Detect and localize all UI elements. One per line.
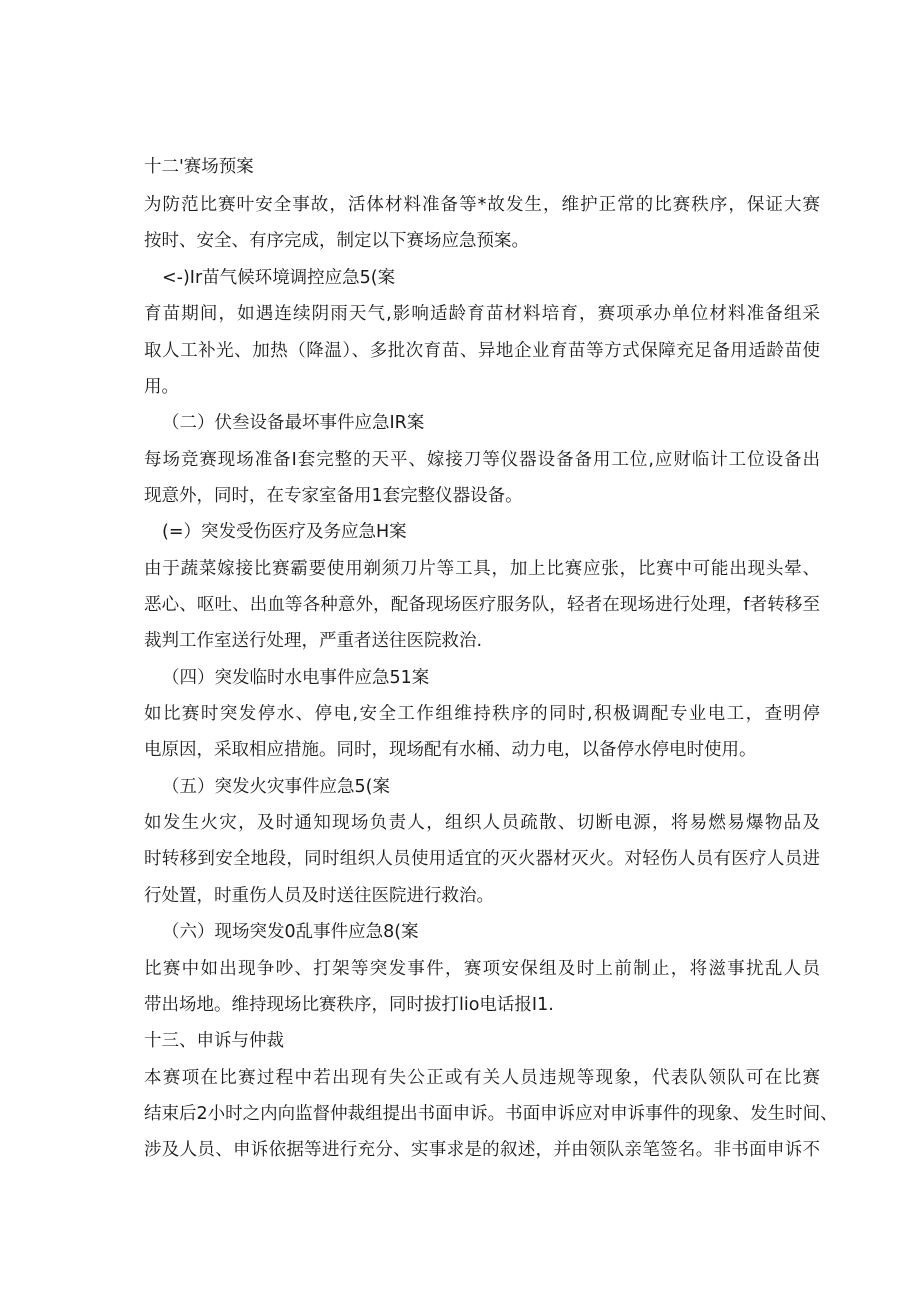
paragraph-line: 由于蔬菜嫁接比赛霸要使用剃须刀片等工具，加上比赛应张，比赛中可能出现头晕、 (144, 559, 820, 579)
paragraph-line: 如发生火灾，及时通知现场负责人，组织人员疏散、切断电源，将易燃易爆物品及 (144, 813, 820, 833)
paragraph-line: 每场竞赛现场准备I套完整的天平、嫁接刀等仪器设备备用工位,应财临计工位设备出 (144, 450, 820, 470)
paragraph-line: 育苗期间，如遇连续阴雨天气,影响适龄育苗材料培育，赛项承办单位材料准备组采 (144, 304, 820, 324)
paragraph-line: 本赛项在比赛过程中若出现有失公正或有关人员违规等现象，代表队领队可在比赛 (144, 1068, 820, 1088)
paragraph-line: 如比赛时突发停水、停电,安全工作组维持秩序的同时,积极调配专业电工，查明停 (144, 704, 820, 724)
paragraph-line: 按时、安全、有序完成，制定以下赛场应急预案。 (144, 231, 529, 251)
paragraph-line: 为防范比赛叶安全事故，活体材料准备等*故发生，维护正常的比赛秩序，保证大赛 (144, 195, 820, 215)
subheading-3: (=）突发受伤医疗及务应急H案 (162, 522, 407, 542)
paragraph-line: 用。 (144, 377, 179, 397)
paragraph-line: 结束后2小时之内向监督仲裁组提出书面申诉。书面申诉应对申诉事件的现象、发生时间、 (144, 1104, 838, 1124)
subheading-2: （二）伏叁设备最坏事件应急IR案 (162, 413, 425, 433)
paragraph-line: 裁判工作室送行处理，严重者送往医院救治. (144, 631, 483, 651)
paragraph-line: 行处置，时重伤人员及时送往医院进行救治。 (144, 886, 494, 906)
section-heading-12: 十二'赛场预案 (144, 157, 254, 177)
subheading-1: <-)Ir苗气候环境调控应急5(案 (162, 268, 396, 288)
paragraph-line: 比赛中如出现争吵、打架等突发事件，赛项安保组及时上前制止，将滋事扰乱人员 (144, 959, 820, 979)
subheading-6: （六）现场突发0乱事件应急8(案 (162, 922, 419, 942)
paragraph-line: 涉及人员、申诉依据等进行充分、实事求是的叙述，并由领队亲笔签名。非书面申诉不 (144, 1140, 820, 1160)
paragraph-line: 时转移到安全地段，同时组织人员使用适宜的灭火器材灭火。对轻伤人员有医疗人员进 (144, 849, 820, 869)
paragraph-line: 现意外，同时，在专家室备用1套完整仪器设备。 (144, 486, 523, 506)
section-heading-13: 十三、申诉与仲裁 (144, 1031, 284, 1051)
paragraph-line: 带出场地。维持现场比赛秩序，同时拔打lio电话报I1. (144, 995, 554, 1015)
paragraph-line: 取人工补光、加热（降温）、多批次育苗、异地企业育苗等方式保障充足备用适龄苗使 (144, 341, 820, 361)
paragraph-line: 恶心、呕吐、出血等各种意外，配备现场医疗服务队，轻者在现场进行处理，f者转移至 (144, 595, 820, 615)
subheading-5: （五）突发火灾事件应急5(案 (162, 777, 390, 797)
subheading-4: （四）突发临时水电事件应急51案 (162, 668, 430, 688)
paragraph-line: 电原因，采取相应措施。同时，现场配有水桶、动力电，以备停水停电时使用。 (144, 740, 757, 760)
